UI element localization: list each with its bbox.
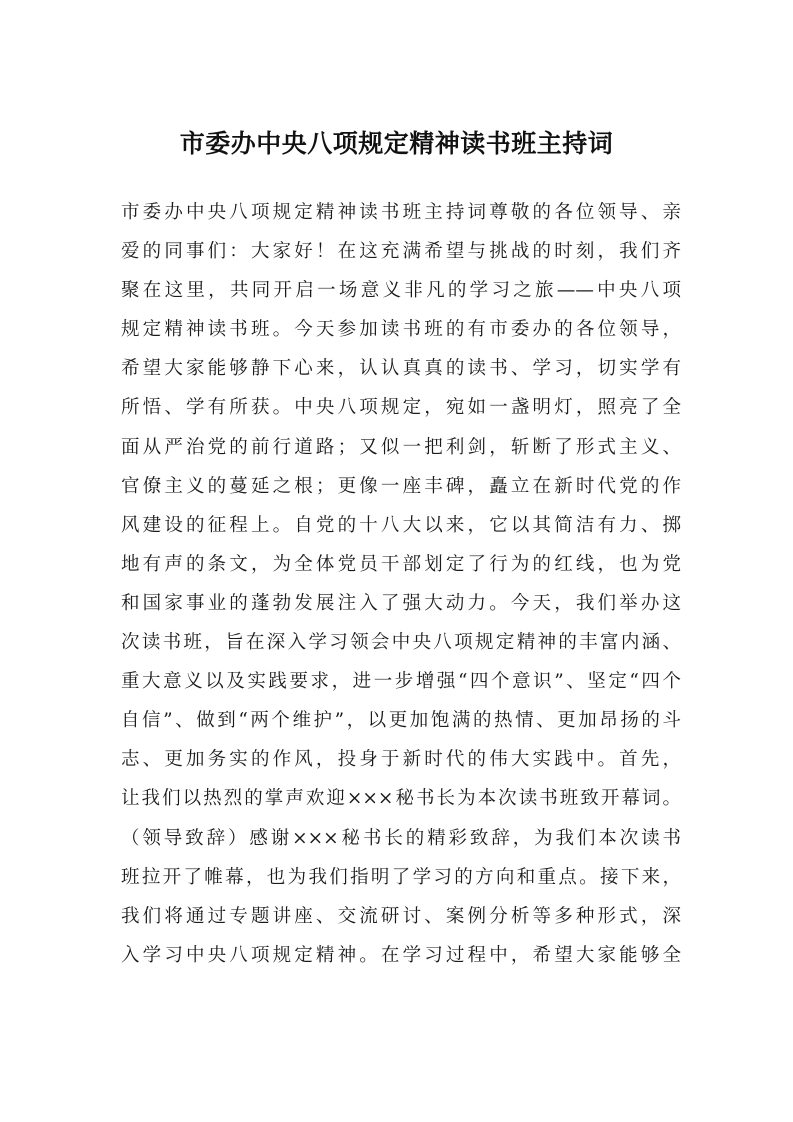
body-line: 重大意义以及实践要求，进一步增强“四个意识”、坚定“四个 <box>121 671 681 693</box>
body-line: 所悟、学有所获。中央八项规定，宛如一盏明灯，照亮了全 <box>121 397 681 419</box>
body-line: 希望大家能够静下心来，认认真真的读书、学习，切实学有 <box>121 358 681 380</box>
body-line: 志、更加务实的作风，投身于新时代的伟大实践中。首先， <box>121 749 681 771</box>
body-line: 我们将通过专题讲座、交流研讨、案例分析等多种形式，深 <box>121 905 681 927</box>
body-line: 自信”、做到“两个维护”，以更加饱满的热情、更加昂扬的斗 <box>121 710 681 732</box>
page-title: 市委办中央八项规定精神读书班主持词 <box>179 129 614 158</box>
body-line: 地有声的条文，为全体党员干部划定了行为的红线，也为党 <box>121 553 681 575</box>
body-line: 聚在这里，共同开启一场意义非凡的学习之旅——中央八项 <box>121 280 681 302</box>
body-line: （领导致辞）感谢×××秘书长的精彩致辞，为我们本次读书 <box>121 827 681 849</box>
body-text <box>121 193 681 975</box>
body-line: 让我们以热烈的掌声欢迎×××秘书长为本次读书班致开幕词。 <box>121 788 681 810</box>
body-line: 爱的同事们：大家好！在这充满希望与挑战的时刻，我们齐 <box>121 241 681 263</box>
body-line: 规定精神读书班。今天参加读书班的有市委办的各位领导， <box>121 319 681 341</box>
body-line: 次读书班，旨在深入学习领会中央八项规定精神的丰富内涵、 <box>121 632 681 654</box>
body-line: 班拉开了帷幕，也为我们指明了学习的方向和重点。接下来， <box>121 866 681 888</box>
body-line: 市委办中央八项规定精神读书班主持词尊敬的各位领导、亲 <box>121 202 681 223</box>
body-line: 官僚主义的蔓延之根；更像一座丰碑，矗立在新时代党的作 <box>121 475 681 497</box>
body-line: 风建设的征程上。自党的十八大以来，它以其简洁有力、掷 <box>121 514 681 536</box>
body-line: 和国家事业的蓬勃发展注入了强大动力。今天，我们举办这 <box>121 592 681 614</box>
body-line: 面从严治党的前行道路；又似一把利剑，斩断了形式主义、 <box>121 436 681 458</box>
body-line: 入学习中央八项规定精神。在学习过程中，希望大家能够全 <box>121 944 681 966</box>
